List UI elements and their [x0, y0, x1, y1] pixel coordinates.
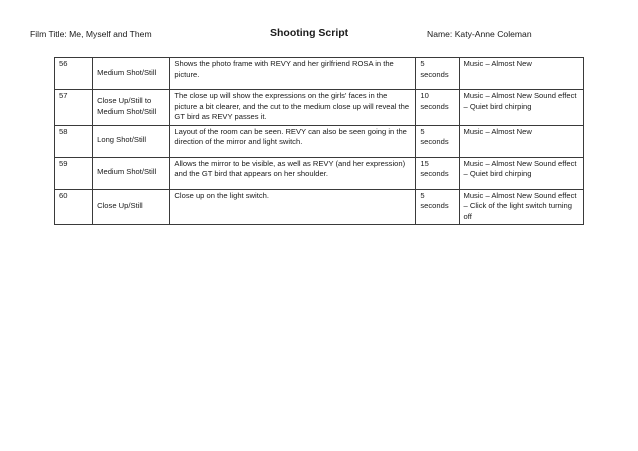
author-name: Name: Katy-Anne Coleman — [427, 29, 532, 39]
shot-sound: Music – Almost New Sound effect – Click of the light switch turning off — [459, 189, 584, 225]
shot-number: 60 — [55, 189, 93, 225]
shot-duration: 5 seconds — [416, 125, 459, 157]
document-title: Shooting Script — [270, 27, 349, 39]
shot-sound: Music – Almost New Sound effect – Quiet bird chirping — [459, 90, 584, 126]
document-header — [0, 27, 638, 41]
shot-number: 59 — [55, 157, 93, 189]
shot-description: Shows the photo frame with REVY and her girlfriend ROSA in the picture. — [170, 58, 416, 90]
shot-type: Close Up/Still to Medium Shot/Still — [93, 90, 170, 126]
film-title: Film Title: Me, Myself and Them — [30, 29, 152, 39]
shot-sound: Music – Almost New Sound effect – Quiet bird chirping — [459, 157, 584, 189]
shot-description: Layout of the room can be seen. REVY can also be seen going in the direction of the mirror and light switch. — [170, 125, 416, 157]
shot-description: The close up will show the expressions on the girls' faces in the picture a bit clearer, and the cut to the medium close up will reveal the GT bird as REVY passes it. — [170, 90, 416, 126]
shot-type: Close Up/Still — [93, 189, 170, 225]
table-row — [55, 189, 584, 225]
shot-duration: 15 seconds — [416, 157, 459, 189]
table-row — [55, 157, 584, 189]
table-row — [55, 125, 584, 157]
shot-type: Medium Shot/Still — [93, 58, 170, 90]
table-row — [55, 90, 584, 126]
shot-duration: 5 seconds — [416, 58, 459, 90]
shot-type: Medium Shot/Still — [93, 157, 170, 189]
shot-description: Close up on the light switch. — [170, 189, 416, 225]
shot-number: 57 — [55, 90, 93, 126]
shot-type: Long Shot/Still — [93, 125, 170, 157]
shot-duration: 10 seconds — [416, 90, 459, 126]
shot-description: Allows the mirror to be visible, as well as REVY (and her expression) and the GT bird that appears on her shoulder. — [170, 157, 416, 189]
shot-duration: 5 seconds — [416, 189, 459, 225]
shot-number: 58 — [55, 125, 93, 157]
shot-sound: Music – Almost New — [459, 58, 584, 90]
shooting-script-table — [54, 57, 584, 225]
shot-number: 56 — [55, 58, 93, 90]
shot-sound: Music – Almost New — [459, 125, 584, 157]
table-row — [55, 58, 584, 90]
